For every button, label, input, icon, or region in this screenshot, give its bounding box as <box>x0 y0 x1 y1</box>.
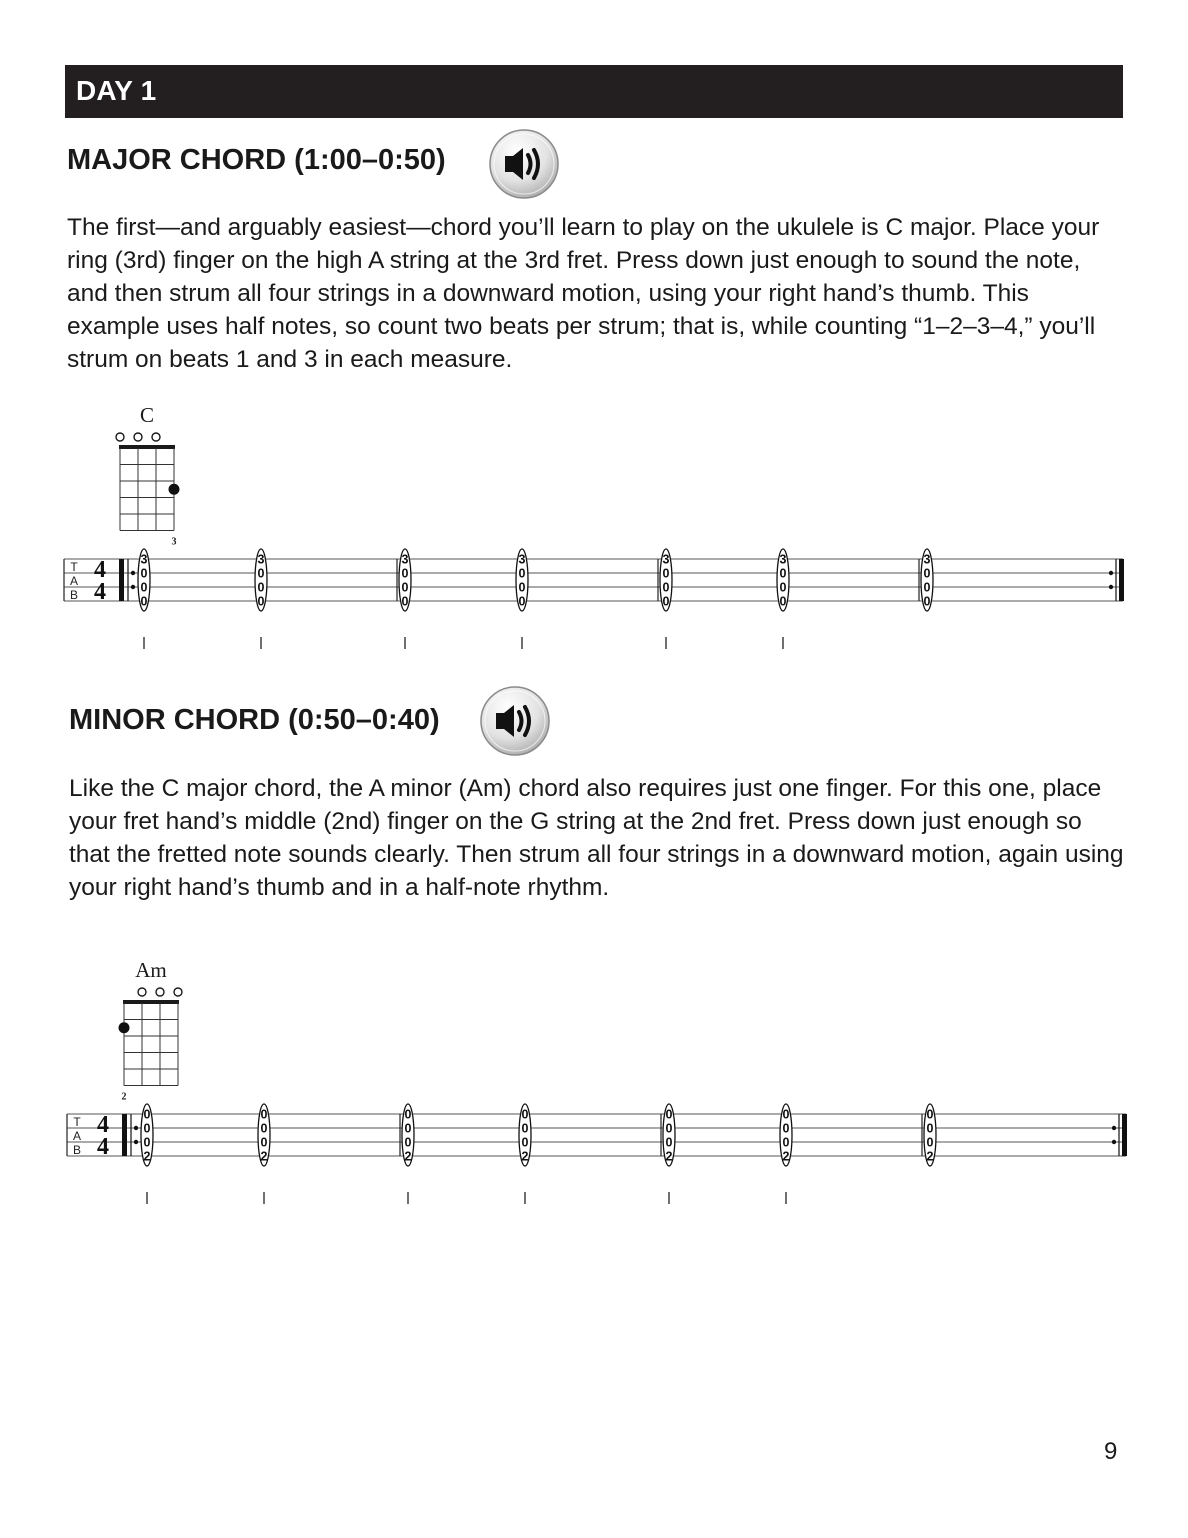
repeat-dot <box>131 571 135 575</box>
tab-fret-number: 0 <box>521 1121 529 1136</box>
open-string-marker <box>174 988 182 996</box>
tab-fret-number: 3 <box>518 552 526 567</box>
tab-fret-number: 0 <box>404 1107 412 1122</box>
audio-play-button-minor[interactable] <box>479 685 551 757</box>
tab-fret-number: 3 <box>779 552 787 567</box>
tab-fret-number: 0 <box>143 1135 151 1150</box>
day-header-bar <box>65 65 1123 118</box>
tab-fret-number: 0 <box>521 1135 529 1150</box>
tab-fret-number: 2 <box>926 1149 934 1164</box>
repeat-dot <box>134 1140 138 1144</box>
section-title-major-chord: MAJOR CHORD (1:00–0:50) <box>67 144 446 176</box>
tab-fret-number: 0 <box>782 1135 790 1150</box>
tab-clef-letter: B <box>69 588 79 602</box>
tab-fret-number: 0 <box>926 1107 934 1122</box>
time-signature-bottom: 4 <box>94 579 106 605</box>
tab-clef-letter: B <box>72 1143 82 1157</box>
tab-clef-letter: T <box>70 560 78 574</box>
tab-clef-letter: A <box>72 1129 82 1143</box>
repeat-dot <box>1112 1126 1116 1130</box>
speaker-icon <box>488 128 560 200</box>
repeat-dot <box>1109 571 1113 575</box>
section-title-minor-chord: MINOR CHORD (0:50–0:40) <box>69 704 440 736</box>
tab-fret-number: 0 <box>518 566 526 581</box>
tab-fret-number: 0 <box>779 594 787 609</box>
repeat-dot <box>131 585 135 589</box>
chord-name-label: C <box>139 403 155 427</box>
chord-nut <box>123 1000 179 1004</box>
tab-fret-number: 2 <box>404 1149 412 1164</box>
tab-fret-number: 0 <box>143 1121 151 1136</box>
chord-nut <box>119 445 175 449</box>
finger-dot <box>119 1022 130 1033</box>
tab-fret-number: 0 <box>521 1107 529 1122</box>
open-string-marker <box>134 433 142 441</box>
tab-fret-number: 0 <box>782 1107 790 1122</box>
audio-play-button-major[interactable] <box>488 128 560 200</box>
tab-staff-major <box>62 545 1132 645</box>
chord-diagram-c <box>110 400 190 550</box>
tab-fret-number: 2 <box>521 1149 529 1164</box>
tab-staff-minor <box>65 1100 1135 1200</box>
tab-fret-number: 3 <box>923 552 931 567</box>
open-string-marker <box>138 988 146 996</box>
tab-fret-number: 3 <box>140 552 148 567</box>
open-string-marker <box>156 988 164 996</box>
tab-fret-number: 0 <box>779 580 787 595</box>
tab-fret-number: 0 <box>257 580 265 595</box>
tab-fret-number: 0 <box>404 1135 412 1150</box>
page-number: 9 <box>1104 1438 1118 1465</box>
tab-fret-number: 0 <box>926 1135 934 1150</box>
tab-fret-number: 0 <box>260 1107 268 1122</box>
tab-clef-letter: T <box>73 1115 81 1129</box>
tab-fret-number: 0 <box>140 594 148 609</box>
repeat-dot <box>1109 585 1113 589</box>
tab-fret-number: 0 <box>257 594 265 609</box>
tab-fret-number: 0 <box>782 1121 790 1136</box>
tab-fret-number: 0 <box>665 1121 673 1136</box>
tab-fret-number: 0 <box>404 1121 412 1136</box>
tab-fret-number: 3 <box>401 552 409 567</box>
tab-fret-number: 0 <box>518 594 526 609</box>
repeat-dot <box>134 1126 138 1130</box>
tab-fret-number: 0 <box>140 566 148 581</box>
tab-fret-number: 0 <box>662 566 670 581</box>
section-body-minor: Like the C major chord, the A minor (Am) chord also requires just one finger. For this one, place your fret hand’s middle (2nd) finger on the G string at the 2nd fret. Press down just enough so that the fretted note sounds clearly. Then strum all four strings in a downward motion, again using your right hand’s thumb and in a half-note rhythm. <box>69 775 1124 901</box>
tab-fret-number: 0 <box>662 594 670 609</box>
section-body-major: The first—and arguably easiest—chord you’ll learn to play on the ukulele is C major. Place your ring (3rd) finger on the high A string at the 3rd fret. Press down just enough to sound the note, and then strum all four strings in a downward motion, using your right hand’s thumb. This example uses half notes, so count two beats per strum; that is, while counting “1–2–3–4,” you’ll strum on beats 1 and 3 in each measure. <box>67 214 1100 373</box>
fret-number-label: 3 <box>171 536 177 548</box>
tab-fret-number: 0 <box>923 580 931 595</box>
tab-fret-number: 0 <box>923 594 931 609</box>
tab-fret-number: 0 <box>260 1121 268 1136</box>
fret-number-label: 2 <box>121 1091 127 1103</box>
time-signature-bottom: 4 <box>97 1134 109 1160</box>
open-string-marker <box>116 433 124 441</box>
tab-fret-number: 0 <box>665 1107 673 1122</box>
time-signature-top: 4 <box>97 1112 109 1138</box>
tab-fret-number: 0 <box>779 566 787 581</box>
tab-fret-number: 0 <box>143 1107 151 1122</box>
tab-fret-number: 2 <box>665 1149 673 1164</box>
tab-fret-number: 0 <box>401 580 409 595</box>
day-label: DAY 1 <box>76 75 157 106</box>
tab-fret-number: 0 <box>257 566 265 581</box>
tab-fret-number: 0 <box>401 566 409 581</box>
chord-diagram-am <box>114 955 194 1105</box>
tab-fret-number: 0 <box>260 1135 268 1150</box>
repeat-dot <box>1112 1140 1116 1144</box>
tab-fret-number: 0 <box>665 1135 673 1150</box>
tab-fret-number: 3 <box>662 552 670 567</box>
tab-fret-number: 2 <box>260 1149 268 1164</box>
repeat-start-thick-bar <box>122 1114 127 1156</box>
tab-fret-number: 0 <box>140 580 148 595</box>
tab-clef-letter: A <box>69 574 79 588</box>
tab-fret-number: 2 <box>143 1149 151 1164</box>
tab-fret-number: 0 <box>923 566 931 581</box>
tab-fret-number: 3 <box>257 552 265 567</box>
chord-name-label: Am <box>135 958 167 982</box>
open-string-marker <box>152 433 160 441</box>
repeat-end-thick-bar <box>1119 559 1124 601</box>
repeat-end-thick-bar <box>1122 1114 1127 1156</box>
time-signature-top: 4 <box>94 557 106 583</box>
tab-fret-number: 0 <box>518 580 526 595</box>
repeat-start-thick-bar <box>119 559 124 601</box>
tab-fret-number: 0 <box>926 1121 934 1136</box>
tab-fret-number: 0 <box>662 580 670 595</box>
tab-fret-number: 0 <box>401 594 409 609</box>
tab-fret-number: 2 <box>782 1149 790 1164</box>
speaker-icon <box>479 685 551 757</box>
finger-dot <box>169 484 180 495</box>
